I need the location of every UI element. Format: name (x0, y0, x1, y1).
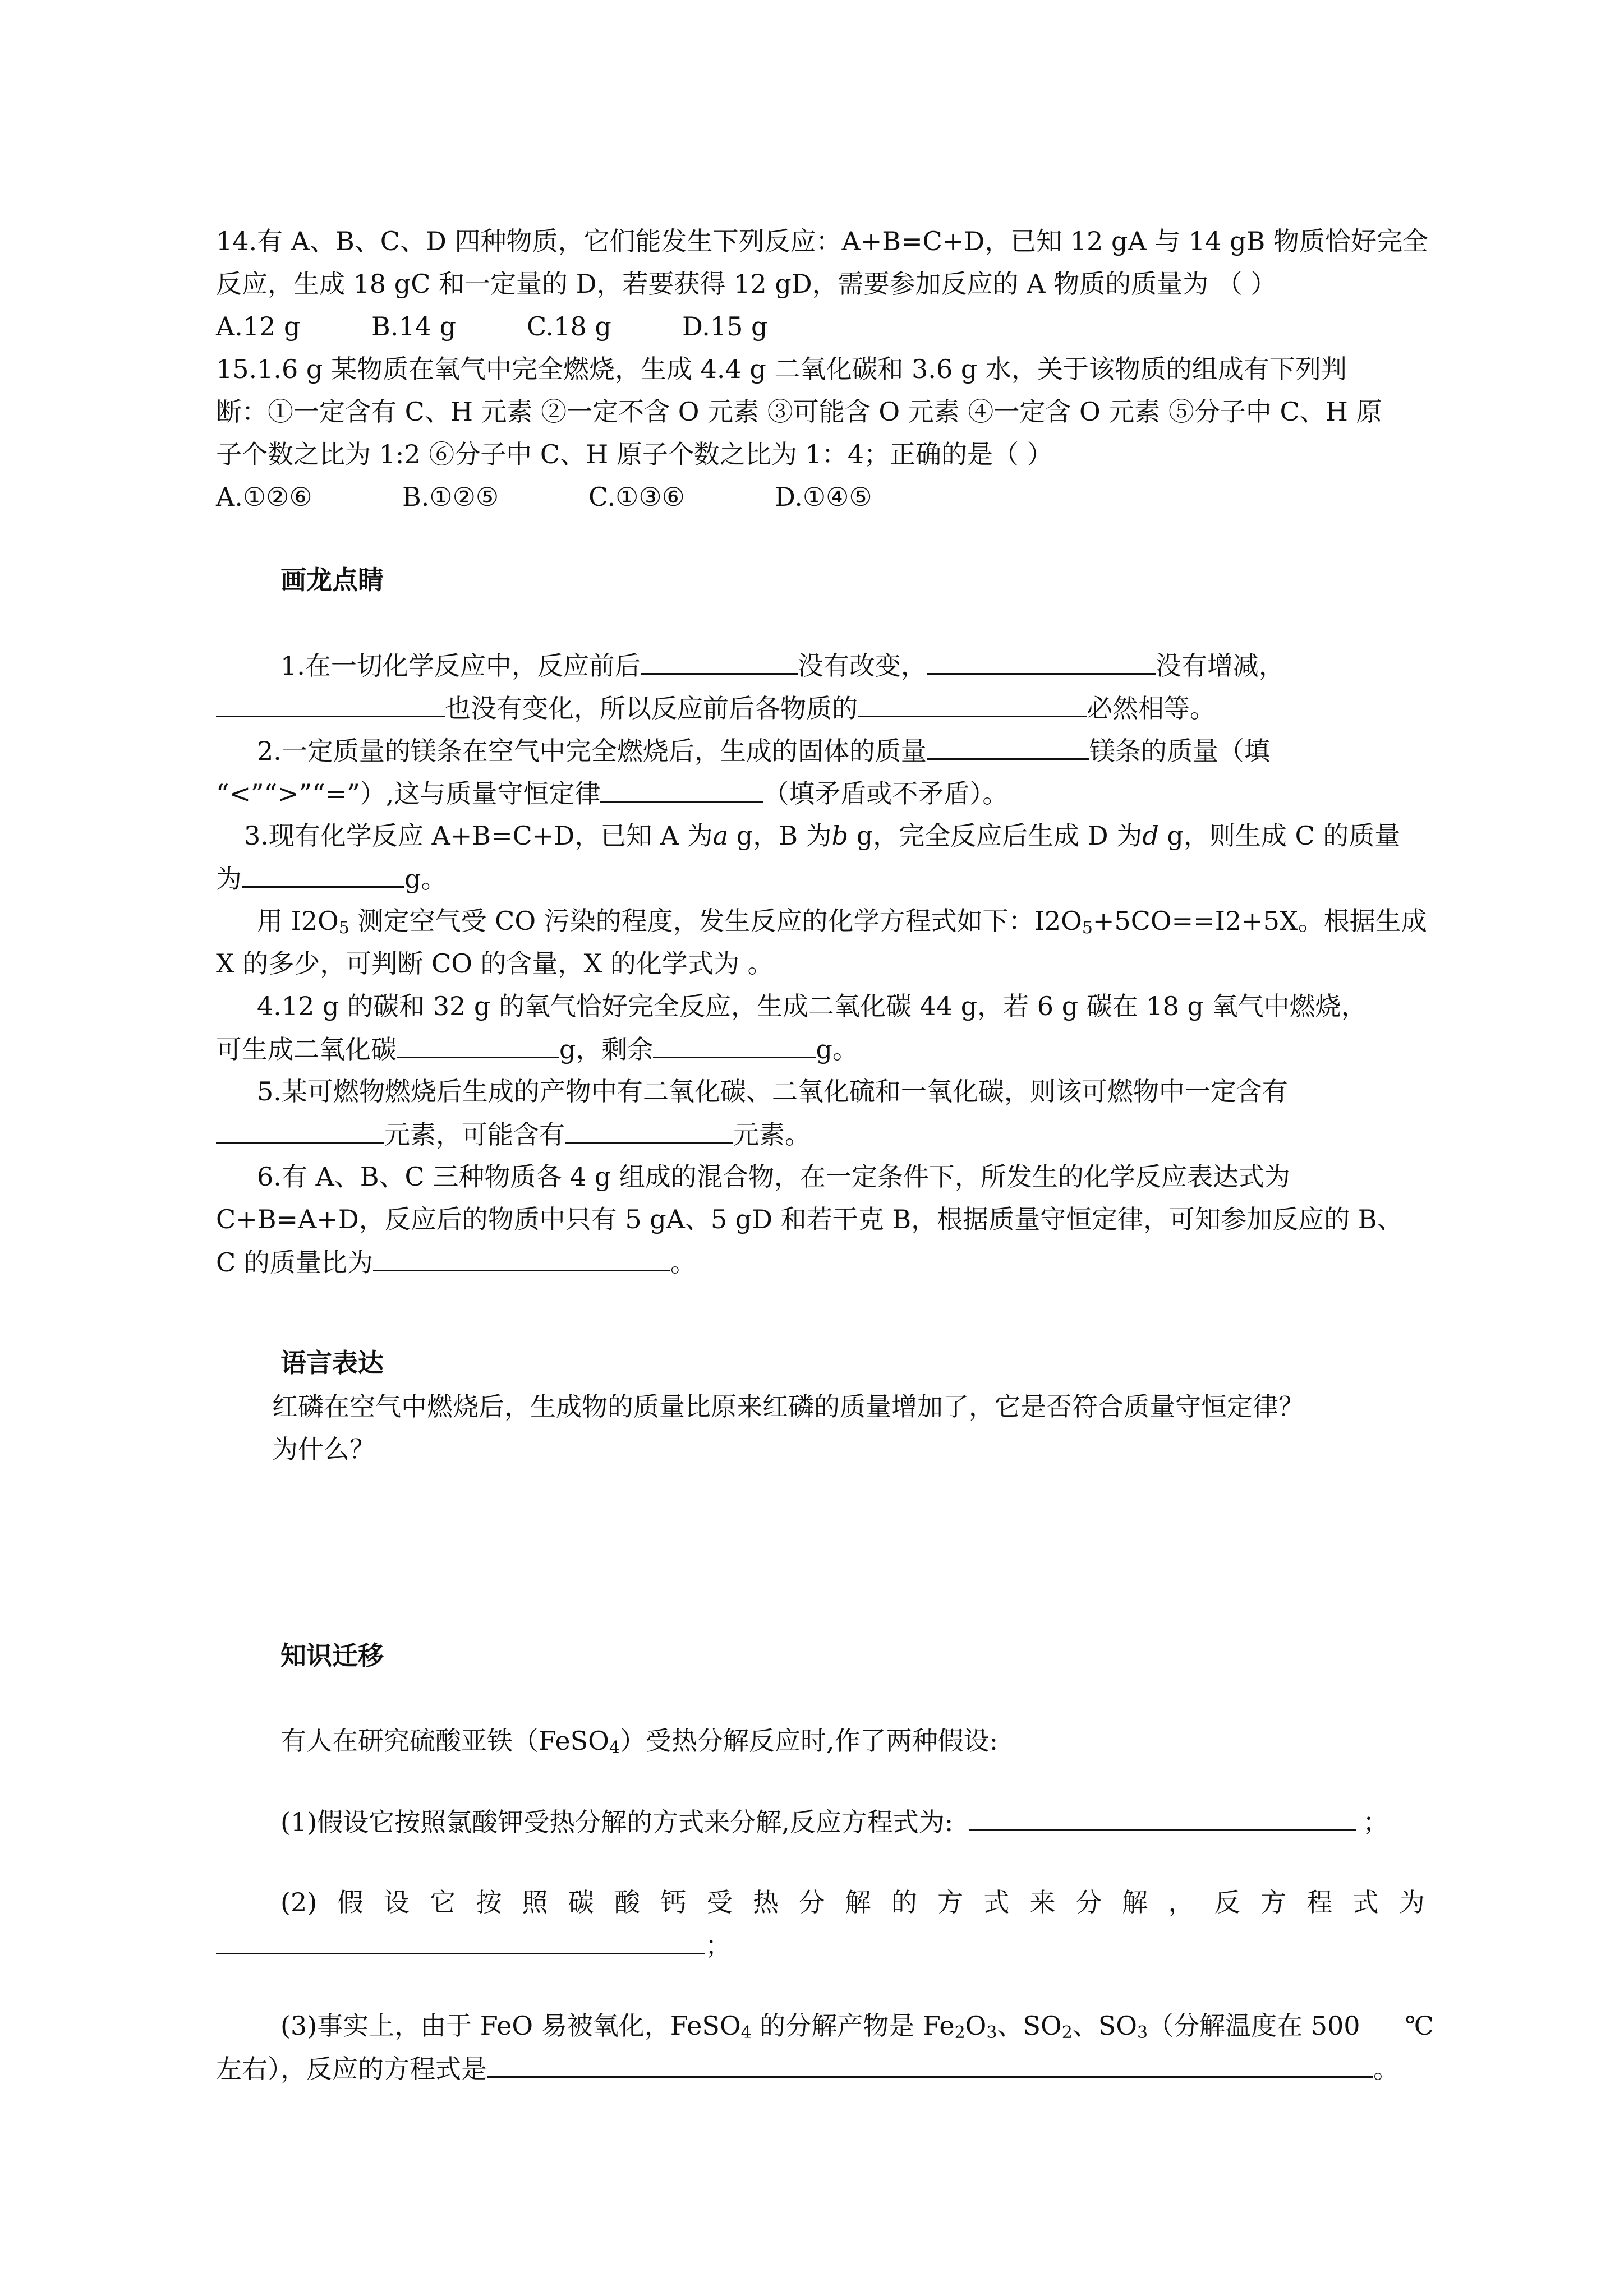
assumption-2-word: 碳 (568, 1887, 594, 1917)
assumption-3-line-2 (216, 2047, 1399, 2090)
section-title-yuyan: 语言表达 (280, 1348, 384, 1378)
fill-1-blank-3[interactable] (216, 686, 445, 717)
fill-6-text-c: C 的质量比为 (216, 1247, 373, 1278)
assumption-2-word: 热 (752, 1887, 779, 1917)
assumption-3-end: 。 (1373, 2054, 1399, 2084)
assumption-2-word: 式 (1352, 1887, 1379, 1917)
fill-5-blank-2[interactable] (565, 1113, 733, 1144)
fill-3-var-b: b (831, 820, 849, 851)
assumption-3-line-1 (280, 2004, 1434, 2047)
fill-1-blank-1[interactable] (641, 644, 798, 675)
assumption-3-text-b: 的分解产物是 Fe (751, 2011, 955, 2041)
fill-5-text-b: 元素，可能含有 (384, 1119, 565, 1150)
transfer-intro (280, 1719, 998, 1762)
transfer-intro-text-b: ）受热分解反应时,作了两种假设: (619, 1726, 999, 1756)
fill-6-line-1: 6.有 A、B、C 三种物质各 4 g 组成的混合物，在一定条件下，所发生的化学反应表达式为 (257, 1161, 1290, 1192)
language-question-line-2: 为什么？ (272, 1434, 375, 1464)
i2o5-text-c: +5CO==I2+5X。根据生成 (1092, 906, 1427, 936)
fill-3-line-2 (216, 857, 447, 900)
assumption-2-word: 它 (430, 1887, 456, 1917)
q15-option-a[interactable]: A.①②⑥ (216, 482, 312, 512)
fill-3-text-a: 3.现有化学反应 A+B=C+D，已知 A 为 (244, 820, 713, 851)
assumption-2-word: 解 (1122, 1887, 1148, 1917)
fill-2-text-a: 2.一定质量的镁条在空气中完全燃烧后，生成的固体的质量 (257, 736, 927, 766)
q15-options (216, 476, 872, 518)
q15-line-3: 子个数之比为 1:2 ⑥分子中 C、H 原子个数之比为 1：4；正确的是（ ） (216, 439, 1053, 469)
assumption-3-text-c: O (965, 2011, 987, 2041)
q15-line-1: 15.1.6 g 某物质在氧气中完全燃烧，生成 4.4 g 二氧化碳和 3.6 g 水，关于该物质的组成有下列判 (216, 354, 1347, 384)
assumption-2-word: 式 (983, 1887, 1010, 1917)
fill-6-line-3 (216, 1241, 696, 1284)
fill-3-var-a: a (712, 820, 729, 851)
fill-4-text-d: g。 (816, 1034, 858, 1064)
fill-5-line-1: 5.某可燃物燃烧后生成的产物中有二氧化碳、二氧化硫和一氧化碳，则该可燃物中一定含有 (257, 1076, 1288, 1106)
assumption-2-word: 照 (522, 1887, 548, 1917)
assumption-2-words (280, 1881, 1425, 1924)
assumption-2-word: 方 (937, 1887, 964, 1917)
assumption-3-blank[interactable] (487, 2047, 1373, 2078)
i2o5-text-b: 测定空气受 CO 污染的程度，发生反应的化学方程式如下：I2O (349, 906, 1082, 936)
fill-2-text-d: （填矛盾或不矛盾）。 (763, 778, 1009, 809)
assumption-2-word: 来 (1029, 1887, 1056, 1917)
fill-2-text-c: “<”“>”“=”）,这与质量守恒定律 (216, 778, 601, 809)
fill-5-line-2 (216, 1113, 811, 1156)
assumption-2-line-1 (280, 1881, 1425, 1924)
assumption-2-word: 假 (337, 1887, 364, 1917)
transfer-intro-sub: 4 (609, 1738, 620, 1758)
fill-3-text-c: g，完全反应后生成 D 为 (848, 820, 1143, 851)
fill-6-text-d: 。 (670, 1247, 696, 1278)
fill-4-line-1: 4.12 g 的碳和 32 g 的氧气恰好完全反应，生成二氧化碳 44 g，若 6 g 碳在 18 g 氧气中燃烧， (257, 991, 1367, 1021)
i2o5-sub-1: 5 (338, 918, 349, 938)
fill-3-line-1 (244, 814, 1400, 857)
assumption-2-word: 为 (1398, 1887, 1425, 1917)
q14-option-b[interactable]: B.14 g (371, 311, 457, 342)
fill-4-blank-2[interactable] (653, 1027, 816, 1058)
assumption-3-text-f: （分解温度在 500 (1148, 2011, 1360, 2041)
fill-4-blank-1[interactable] (397, 1027, 559, 1058)
assumption-3-text-h: 左右），反应的方程式是 (216, 2054, 487, 2084)
assumption-2-word: 方 (1260, 1887, 1287, 1917)
fill-5-text-c: 元素。 (733, 1119, 811, 1150)
assumption-1 (280, 1800, 1388, 1843)
fill-3-text-d: g，则生成 C 的质量 (1158, 820, 1401, 851)
assumption-2-word: 设 (383, 1887, 410, 1917)
q14-option-d[interactable]: D.15 g (682, 311, 768, 342)
assumption-3-sub-2: 2 (954, 2023, 965, 2043)
q14-line-1: 14.有 A、B、C、D 四种物质，它们能发生下列反应：A+B=C+D，已知 12 gA 与 14 gB 物质恰好完全 (216, 226, 1428, 256)
fill-2-line-1 (257, 729, 1270, 772)
assumption-2-word: 酸 (614, 1887, 641, 1917)
assumption-2-word: 程 (1306, 1887, 1333, 1917)
fill-3-text-e: 为 (216, 864, 242, 894)
assumption-2-end: ； (705, 1930, 731, 1961)
fill-1-text-b: 没有改变， (797, 651, 927, 681)
q14-option-c[interactable]: C.18 g (527, 311, 611, 342)
q15-line-2: 断：①一定含有 C、H 元素 ②一定不含 O 元素 ③可能含 O 元素 ④一定含 O 元素 ⑤分子中 C、H 原 (216, 397, 1382, 427)
assumption-2-word: ， (1168, 1887, 1194, 1917)
fill-4-text-c: g，剩余 (559, 1034, 654, 1064)
i2o5-line-1 (257, 900, 1427, 942)
assumption-2-word: 解 (845, 1887, 871, 1917)
section-title-hualong: 画龙点睛 (280, 565, 384, 595)
fill-4-text-b: 可生成二氧化碳 (216, 1034, 397, 1064)
fill-6-line-2: C+B=A+D，反应后的物质中只有 5 gA、5 gD 和若干克 B，根据质量守恒定律，可知参加反应的 B、 (216, 1204, 1403, 1234)
fill-2-blank-2[interactable] (600, 772, 763, 803)
fill-1-blank-4[interactable] (858, 686, 1087, 717)
q14-option-a[interactable]: A.12 g (216, 311, 301, 342)
i2o5-text-a: 用 I2O (257, 906, 339, 936)
fill-5-blank-1[interactable] (216, 1113, 384, 1144)
assumption-2-word: 分 (1075, 1887, 1102, 1917)
fill-2-line-2 (216, 772, 1008, 815)
q15-option-d[interactable]: D.①④⑤ (775, 482, 872, 512)
assumption-3-sub-4: 2 (1061, 2023, 1073, 2043)
assumption-3-text-d: 、SO (997, 2011, 1062, 2041)
language-question-line-1: 红磷在空气中燃烧后，生成物的质量比原来红磷的质量增加了，它是否符合质量守恒定律？ (272, 1391, 1304, 1422)
fill-1-line-1 (280, 644, 1285, 687)
q15-option-c[interactable]: C.①③⑥ (588, 482, 685, 512)
fill-1-text-a: 1.在一切化学反应中，反应前后 (280, 651, 641, 681)
fill-1-text-e: 必然相等。 (1087, 693, 1216, 723)
assumption-2-blank[interactable] (216, 1924, 705, 1954)
q14-options (216, 305, 767, 348)
fill-1-blank-2[interactable] (927, 644, 1156, 675)
q14-line-2: 反应，生成 18 gC 和一定量的 D，若要获得 12 gD，需要参加反应的 A 物质的质量为 （ ） (216, 269, 1277, 299)
assumption-3-degree: ℃ (1405, 2011, 1434, 2041)
fill-6-blank-1[interactable] (373, 1241, 670, 1271)
assumption-1-text: (1)假设它按照氯酸钾受热分解的方式来分解,反应方程式为: (280, 1807, 954, 1837)
fill-1-text-d: 也没有变化，所以反应前后各物质的 (445, 693, 858, 723)
assumption-2-line-2 (216, 1924, 731, 1967)
assumption-3-text-e: 、SO (1072, 2011, 1138, 2041)
assumption-2-word: 分 (799, 1887, 825, 1917)
assumption-2-word: 按 (476, 1887, 502, 1917)
fill-3-var-d: d (1142, 820, 1159, 851)
fill-2-blank-1[interactable] (927, 729, 1089, 760)
assumption-3-sub-5: 3 (1137, 2023, 1148, 2043)
assumption-1-end: ； (1363, 1807, 1389, 1837)
assumption-2-word: 钙 (660, 1887, 687, 1917)
assumption-2-word: 受 (706, 1887, 733, 1917)
i2o5-line-2: X 的多少，可判断 CO 的含量，X 的化学式为 。 (216, 948, 774, 979)
assumption-1-blank[interactable] (969, 1800, 1356, 1831)
assumption-2-word: 反 (1214, 1887, 1240, 1917)
section-title-zhishi: 知识迁移 (280, 1640, 384, 1671)
assumption-3-text-a: (3)事实上，由于 FeO 易被氧化，FeSO (280, 2011, 741, 2041)
assumption-3-sub-3: 3 (986, 2023, 997, 2043)
q15-option-b[interactable]: B.①②⑤ (402, 482, 499, 512)
fill-3-text-f: g。 (404, 864, 447, 894)
i2o5-sub-2: 5 (1082, 918, 1093, 938)
fill-1-line-2 (216, 686, 1216, 730)
assumption-2-word: (2) (280, 1887, 318, 1917)
assumption-2-word: 的 (891, 1887, 917, 1917)
fill-3-text-b: g，B 为 (728, 820, 832, 851)
transfer-intro-text-a: 有人在研究硫酸亚铁（FeSO (280, 1726, 609, 1756)
fill-1-text-c: 没有增减， (1155, 651, 1285, 681)
fill-4-line-2 (216, 1027, 858, 1071)
fill-2-text-b: 镁条的质量（填 (1089, 736, 1270, 766)
fill-3-blank-1[interactable] (242, 857, 404, 888)
assumption-3-sub-1: 4 (740, 2023, 752, 2043)
